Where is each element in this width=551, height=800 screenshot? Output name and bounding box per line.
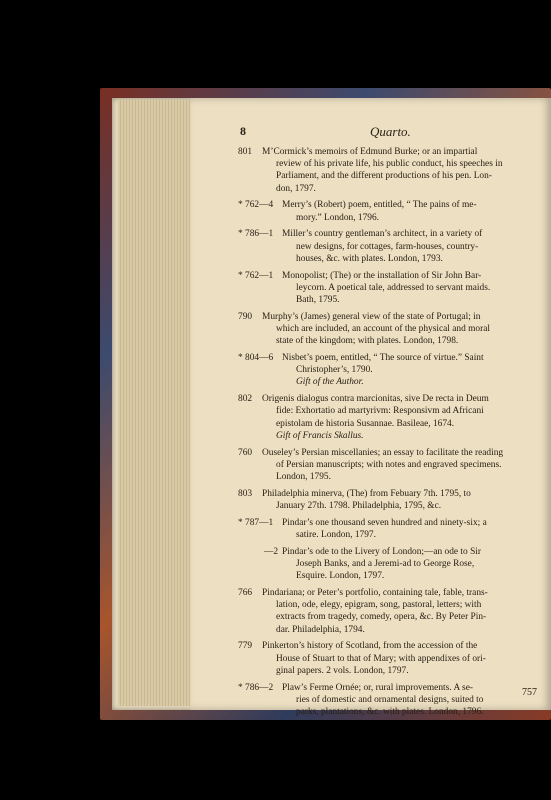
- page-number: 8: [240, 124, 246, 138]
- entry-number: * 762—4: [238, 200, 274, 211]
- entry-line: January 27th. 1798. Philadelphia, 1795, &c.: [276, 501, 442, 512]
- entry-number: * 804—6: [238, 353, 274, 364]
- entry-line: Parliament, and the different productions of his pen. Lon-: [276, 171, 492, 182]
- entry-line: Ouseley’s Persian miscellanies; an essay to facilitate the reading: [262, 447, 504, 458]
- catchword: 757: [522, 687, 537, 698]
- entry-line: M’Cormick’s memoirs of Edmund Burke; or an impartial: [262, 147, 478, 157]
- entry-line: parks, plantations, &c. with plates. London, 1796.: [296, 707, 484, 718]
- catalogue-entry: [238, 546, 544, 583]
- gift-note: Gift of the Author.: [296, 377, 364, 388]
- entry-line: Nisbet’s poem, entitled, “ The source of virtue.” Saint: [282, 353, 484, 364]
- catalogue-entry: [238, 447, 544, 484]
- entry-number: —2: [264, 546, 279, 557]
- entry-line: extracts from tragedy, comedy, opera, &c. By Peter Pin-: [276, 612, 487, 623]
- entry-line: Monopolist; (The) or the installation of Sir John Bar-: [282, 270, 482, 281]
- entry-number: 790: [238, 311, 253, 322]
- entry-line: [282, 376, 544, 388]
- entry-line: Murphy’s (James) general view of the state of Portugal; in: [262, 311, 481, 322]
- catalogue-entry: [238, 682, 544, 719]
- entry-line: [262, 430, 544, 442]
- entry-line: dar. Philadelphia, 1794.: [276, 624, 365, 635]
- catalogue-entry: [238, 352, 544, 389]
- entry-line: Plaw’s Ferme Ornée; or, rural improvements. A se-: [282, 682, 473, 693]
- catalogue-entry: [238, 270, 544, 307]
- entry-number: 779: [238, 641, 253, 652]
- catalogue-entry: [238, 517, 544, 541]
- entry-line: don, 1797.: [276, 183, 316, 194]
- catalogue-entries: [238, 146, 544, 723]
- entry-line: Philadelphia minerva, (The) from Febuary 7th. 1795, to: [262, 488, 471, 499]
- entry-number: * 786—2: [238, 682, 274, 693]
- entry-line: ries of domestic and ornamental designs, suited to: [296, 694, 484, 705]
- catalogue-entry: [238, 199, 544, 223]
- entry-line: houses, &c. with plates. London, 1793.: [296, 253, 443, 264]
- entry-line: Christopher’s, 1790.: [296, 365, 373, 376]
- entry-line: review of his private life, his public conduct, his speeches in: [276, 159, 503, 170]
- entry-number: 802: [238, 394, 253, 405]
- entry-number: * 786—1: [238, 229, 274, 240]
- entry-line: House of Stuart to that of Mary; with appendixes of ori-: [276, 653, 486, 664]
- catalogue-entry: [238, 228, 544, 265]
- entry-line: mory.” London, 1796.: [296, 212, 379, 223]
- catalogue-entry: [238, 146, 544, 195]
- entry-number: 801: [238, 147, 253, 157]
- entry-number: * 762—1: [238, 270, 274, 281]
- catalogue-entry: [238, 393, 544, 442]
- page-header: [240, 124, 541, 140]
- gift-note: Gift of Francis Skallus.: [276, 430, 364, 441]
- entry-line: Pindar’s one thousand seven hundred and ninety-six; a: [282, 517, 487, 528]
- entry-line: state of the kingdom; with plates. London, 1798.: [276, 336, 459, 347]
- entry-line: ginal papers. 2 vols. London, 1797.: [276, 665, 409, 676]
- catalogue-entry: [238, 587, 544, 636]
- entry-line: Joseph Banks, and a Jeremi-ad to George Rose,: [296, 559, 475, 570]
- entry-line: Pindar’s ode to the Livery of London;—an ode to Sir: [282, 546, 482, 557]
- entry-number: * 787—1: [238, 517, 274, 528]
- page-edges: [118, 100, 198, 706]
- entry-number: 803: [238, 488, 253, 499]
- catalogue-entry: [238, 311, 544, 348]
- entry-number: 766: [238, 588, 253, 599]
- entry-line: leycorn. A poetical tale, addressed to servant maids.: [296, 282, 491, 293]
- entry-line: of Persian manuscripts; with notes and engraved specimens.: [276, 459, 502, 470]
- entry-line: Pinkerton’s history of Scotland, from the accession of the: [262, 641, 478, 652]
- entry-line: lation, ode, elegy, epigram, song, pastoral, letters; with: [276, 600, 482, 611]
- entry-line: fide: Exhortatio ad martyrivm: Responsivm ad Africani: [276, 406, 484, 417]
- entry-line: Bath, 1795.: [296, 295, 340, 306]
- catalogue-entry: [238, 488, 544, 512]
- entry-number: 760: [238, 447, 253, 458]
- entry-line: London, 1795.: [276, 472, 331, 483]
- entry-line: Origenis dialogus contra marcionitas, sive De recta in Deum: [262, 394, 489, 405]
- entry-line: Pindariana; or Peter’s portfolio, containing tale, fable, trans-: [262, 588, 488, 599]
- entry-line: Miller’s country gentleman’s architect, in a variety of: [282, 229, 483, 240]
- book-page: [190, 98, 551, 718]
- catalogue-entry: [238, 640, 544, 677]
- entry-line: Merry’s (Robert) poem, entitled, “ The pains of me-: [282, 200, 477, 211]
- page-title: Quarto.: [370, 124, 411, 139]
- entry-line: Esquire. London, 1797.: [296, 571, 385, 582]
- entry-line: epistolam de historia Susannae. Basileae, 1674.: [276, 418, 455, 429]
- entry-line: satire. London, 1797.: [296, 530, 376, 541]
- entry-line: which are included, an account of the physical and moral: [276, 324, 490, 335]
- entry-line: new designs, for cottages, farm-houses, country-: [296, 241, 479, 252]
